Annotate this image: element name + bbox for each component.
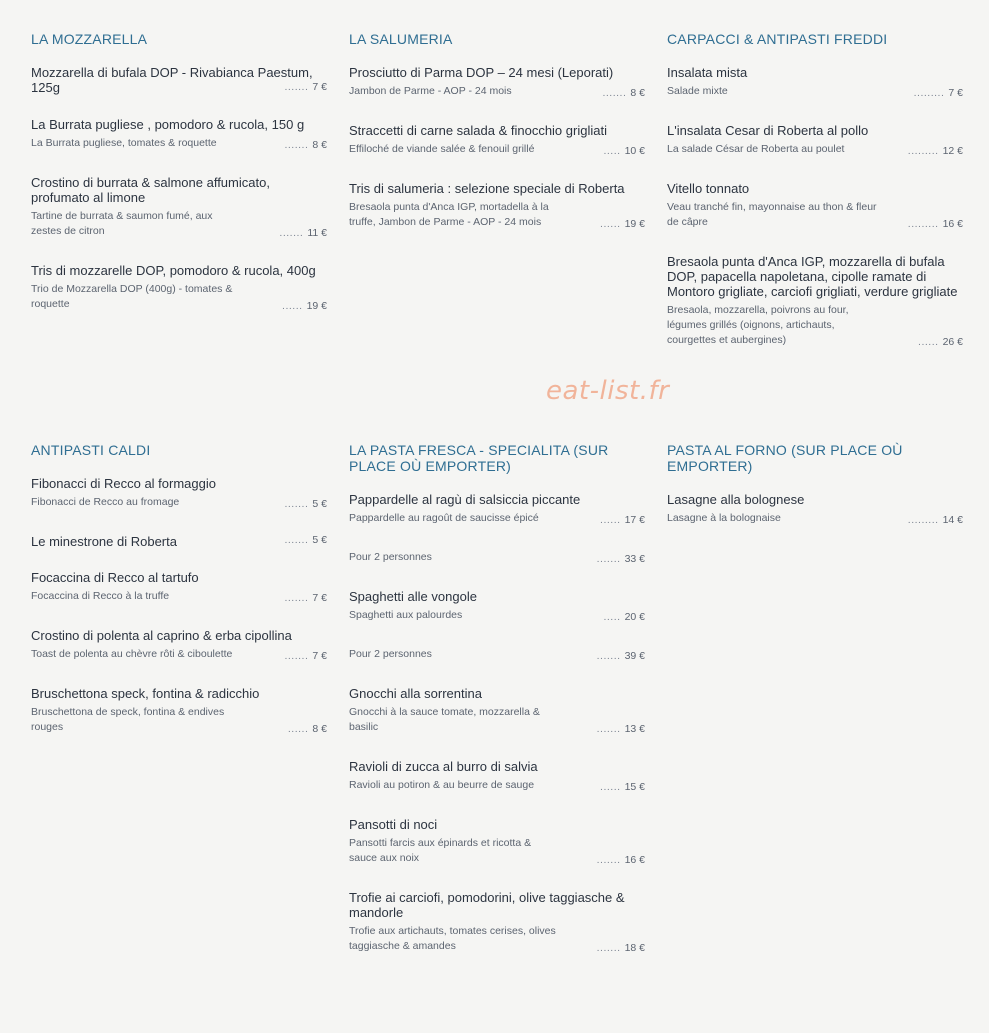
section-title: LA PASTA FRESCA - SPECIALITA (SUR PLACE OÙ EMPORTER) xyxy=(349,442,609,474)
item-price: ......... 7 € xyxy=(913,87,963,99)
section-title: CARPACCI & ANTIPASTI FREDDI xyxy=(667,31,888,47)
item-name: Spaghetti alle vongole xyxy=(349,589,477,604)
item-price: ....... 5 € xyxy=(284,498,327,510)
section-title: PASTA AL FORNO (SUR PLACE OÙ EMPORTER) xyxy=(667,442,903,474)
section-title: LA SALUMERIA xyxy=(349,31,453,47)
menu-item xyxy=(349,759,645,793)
menu-item xyxy=(349,686,645,735)
menu-item xyxy=(667,65,963,99)
item-price: ....... 5 € xyxy=(284,534,327,546)
item-price: ....... 8 € xyxy=(284,139,327,151)
menu-item xyxy=(667,254,963,348)
section-carpacci-antipasti-freddi xyxy=(667,31,963,372)
item-desc: Pappardelle au ragoût de saucisse épicé xyxy=(349,512,539,524)
item-desc: Veau tranché fin, mayonnaise au thon & fleur de câpre xyxy=(667,201,877,228)
item-desc: Pour 2 personnes xyxy=(349,551,432,563)
item-name: Tris di salumeria : selezione speciale di Roberta xyxy=(349,181,625,196)
item-name: Gnocchi alla sorrentina xyxy=(349,686,482,701)
section-la-pasta-fresca xyxy=(349,442,645,978)
item-desc: La salade César de Roberta au poulet xyxy=(667,143,845,155)
item-name: Tris di mozzarelle DOP, pomodoro & rucola, 400g xyxy=(31,263,316,278)
item-name: Prosciutto di Parma DOP – 24 mesi (Leporati) xyxy=(349,65,614,80)
item-name: Insalata mista xyxy=(667,65,748,80)
section-title: ANTIPASTI CALDI xyxy=(31,442,151,458)
item-desc: Bresaola punta d'Anca IGP, mortadella à la truffe, Jambon de Parme - AOP - 24 mois xyxy=(349,201,549,228)
item-price: ....... 7 € xyxy=(284,592,327,604)
item-desc: Bresaola, mozzarella, poivrons au four, légumes grillés (oignons, artichauts, courgettes et aubergines) xyxy=(667,304,849,346)
item-name: Mozzarella di bufala DOP - Rivabianca Paestum, 125g xyxy=(31,65,313,95)
item-price: ....... 39 € xyxy=(596,650,645,662)
item-desc: Focaccina di Recco à la truffe xyxy=(31,590,170,602)
section-pasta-al-forno xyxy=(667,442,963,550)
item-name: Focaccina di Recco al tartufo xyxy=(31,570,199,585)
item-name: L'insalata Cesar di Roberta al pollo xyxy=(667,123,869,138)
item-price: ...... 8 € xyxy=(287,723,327,735)
item-desc: Gnocchi à la sauce tomate, mozzarella & basilic xyxy=(349,706,540,733)
item-name: Lasagne alla bolognese xyxy=(667,492,805,507)
menu-item xyxy=(31,175,327,239)
item-price: ......... 14 € xyxy=(907,514,963,526)
item-price: ...... 15 € xyxy=(600,781,645,793)
item-desc: Salade mixte xyxy=(667,85,728,97)
item-desc: Pansotti farcis aux épinards et ricotta & sauce aux noix xyxy=(349,837,532,864)
item-price: ...... 17 € xyxy=(600,514,645,526)
menu-item xyxy=(31,570,327,604)
menu-item xyxy=(667,492,963,526)
menu-item xyxy=(667,123,963,157)
menu-item xyxy=(31,534,327,549)
watermark: eat-list.fr xyxy=(546,376,670,406)
item-price: ....... 8 € xyxy=(602,87,645,99)
item-desc: Jambon de Parme - AOP - 24 mois xyxy=(349,85,512,97)
item-price: ....... 7 € xyxy=(284,650,327,662)
menu-item xyxy=(349,492,645,526)
menu-item xyxy=(31,65,327,93)
item-name: Crostino di polenta al caprino & erba cipollina xyxy=(31,628,292,643)
item-desc: Pour 2 personnes xyxy=(349,648,432,660)
item-name: Bresaola punta d'Anca IGP, mozzarella di bufala DOP, papacella napoletana, cipolle ramate di Montoro grigliate, carciofi grigliati, verdure grigliate xyxy=(667,254,958,299)
item-desc: Effiloché de viande salée & fenouil grillé xyxy=(349,143,535,155)
item-price: ....... 33 € xyxy=(596,553,645,565)
item-desc: Trofie aux artichauts, tomates cerises, olives taggiasche & amandes xyxy=(349,925,556,952)
item-name: Vitello tonnato xyxy=(667,181,750,196)
item-name: Fibonacci di Recco al formaggio xyxy=(31,476,216,491)
section-title: LA MOZZARELLA xyxy=(31,31,148,47)
menu-item xyxy=(349,890,645,954)
item-name: Bruschettona speck, fontina & radicchio xyxy=(31,686,260,701)
item-desc: Bruschettona de speck, fontina & endives rouges xyxy=(31,706,225,733)
item-price: ...... 26 € xyxy=(918,336,963,348)
item-desc: Spaghetti aux palourdes xyxy=(349,609,463,621)
item-price: ......... 12 € xyxy=(907,145,963,157)
item-desc: Ravioli au potiron & au beurre de sauge xyxy=(349,779,535,791)
item-price: ...... 19 € xyxy=(600,218,645,230)
item-name: Pansotti di noci xyxy=(349,817,438,832)
menu-item xyxy=(31,263,327,312)
item-price: ....... 16 € xyxy=(596,854,645,866)
item-desc: Tartine de burrata & saumon fumé, aux zestes de citron xyxy=(31,210,213,237)
item-price: ......... 16 € xyxy=(907,218,963,230)
item-price: ..... 20 € xyxy=(603,611,645,623)
item-price: ...... 19 € xyxy=(282,300,327,312)
menu-item xyxy=(349,647,645,662)
section-antipasti-caldi xyxy=(31,442,327,759)
menu-item xyxy=(667,181,963,230)
menu-item xyxy=(31,476,327,510)
item-price: ....... 18 € xyxy=(596,942,645,954)
menu-item xyxy=(349,589,645,623)
item-name: Straccetti di carne salada & finocchio grigliati xyxy=(349,123,607,138)
menu-item xyxy=(31,117,327,151)
item-price: ....... 7 € xyxy=(284,81,327,93)
item-price: ..... 10 € xyxy=(603,145,645,157)
item-price: ....... 11 € xyxy=(279,227,327,239)
item-desc: Fibonacci de Recco au fromage xyxy=(31,496,180,508)
menu-item xyxy=(31,628,327,662)
item-desc: Lasagne à la bolognaise xyxy=(667,512,781,524)
menu-item xyxy=(349,65,645,99)
item-name: Crostino di burrata & salmone affumicato, profumato al limone xyxy=(31,175,270,205)
item-desc: Toast de polenta au chèvre rôti & ciboulette xyxy=(31,648,233,660)
menu-item xyxy=(349,123,645,157)
item-desc: Trio de Mozzarella DOP (400g) - tomates & roquette xyxy=(31,283,233,310)
menu-item xyxy=(349,550,645,565)
menu-item xyxy=(31,686,327,735)
item-name: Pappardelle al ragù di salsiccia piccante xyxy=(349,492,581,507)
item-price: ....... 13 € xyxy=(596,723,645,735)
menu-item xyxy=(349,817,645,866)
item-name: Trofie ai carciofi, pomodorini, olive taggiasche & mandorle xyxy=(349,890,625,920)
section-la-salumeria xyxy=(349,31,645,254)
item-name: La Burrata pugliese , pomodoro & rucola, 150 g xyxy=(31,117,305,132)
section-la-mozzarella xyxy=(31,31,327,336)
item-name: Le minestrone di Roberta xyxy=(31,534,177,549)
item-name: Ravioli di zucca al burro di salvia xyxy=(349,759,538,774)
item-desc: La Burrata pugliese, tomates & roquette xyxy=(31,137,217,149)
menu-item xyxy=(349,181,645,230)
